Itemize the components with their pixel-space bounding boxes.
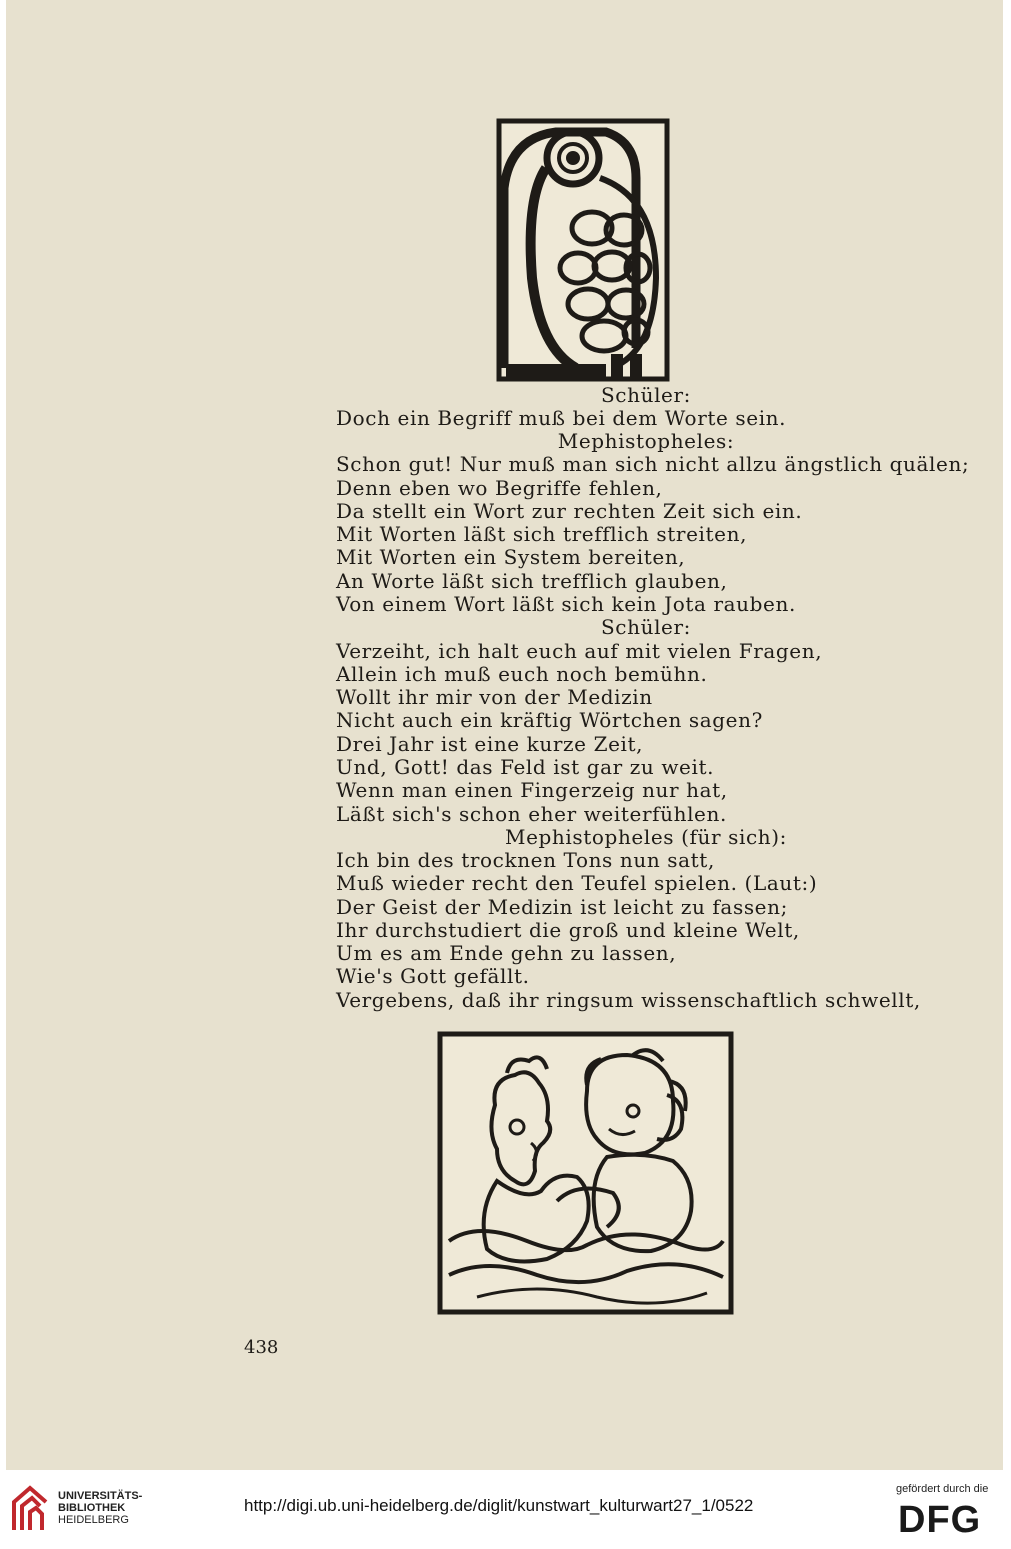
speaker-label: Schüler: [601,615,691,639]
verse-line: Nicht auch ein kräftig Wörtchen sagen? [336,708,763,732]
verse-line: Wenn man einen Fingerzeig nur hat, [336,778,728,802]
verse-line: An Worte läßt sich trefflich glauben, [336,569,728,593]
verse-line: Vergebens, daß ihr ringsum wissenschaftlich schwellt, [336,988,921,1012]
verse-line: Um es am Ende gehn zu lassen, [336,941,677,965]
scanned-page [6,0,1006,1470]
verse-line: Mit Worten läßt sich trefflich streiten, [336,522,748,546]
library-name-line: HEIDELBERG [58,1514,129,1526]
verse-line: Mit Worten ein System bereiten, [336,545,686,569]
verse-line: Ich bin des trocknen Tons nun satt, [336,848,715,872]
verse-line: Da stellt ein Wort zur rechten Zeit sich ein. [336,499,803,523]
verse-line: Von einem Wort läßt sich kein Jota rauben. [336,592,796,616]
dfg-logo-icon[interactable]: DFG [898,1499,982,1541]
verse-line: Doch ein Begriff muß bei dem Worte sein. [336,406,787,430]
page-number: 438 [244,1337,279,1358]
speaker-label: Schüler: [601,383,691,407]
verse-line: Und, Gott! das Feld ist gar zu weit. [336,755,715,779]
source-url-link[interactable]: http://digi.ub.uni-heidelberg.de/diglit/kunstwart_kulturwart27_1/0522 [244,1496,754,1515]
funder-label: gefördert durch die [896,1483,989,1495]
verse-line: Schon gut! Nur muß man sich nicht allzu ängstlich quälen; [336,452,970,476]
verse-line: Muß wieder recht den Teufel spielen. (Laut:) [336,871,818,895]
verse-line: Wie's Gott gefällt. [336,964,530,988]
speaker-label: Mephistopheles (für sich): [505,825,787,849]
verse-line: Der Geist der Medizin ist leicht zu fassen; [336,895,788,919]
verse-line: Ihr durchstudiert die groß und kleine Welt, [336,918,800,942]
verse-text [336,383,970,1024]
verse-line: Verzeiht, ich halt euch auf mit vielen Fragen, [336,639,823,663]
verse-line: Drei Jahr ist eine kurze Zeit, [336,732,644,756]
speaker-label: Mephistopheles: [557,429,735,453]
viewer-footer [0,1470,1011,1549]
verse-line: Denn eben wo Begriffe fehlen, [336,476,663,500]
library-name[interactable] [58,1490,142,1526]
couple-illustration [437,1031,734,1315]
owl-illustration [496,118,670,382]
verse-line: Wollt ihr mir von der Medizin [336,685,653,709]
library-name-line: BIBLIOTHEK [58,1502,126,1514]
verse-line: Allein ich muß euch noch bemühn. [336,662,708,686]
library-name-line: UNIVERSITÄTS- [58,1490,143,1502]
page-edge [1003,0,1011,1470]
university-library-logo-icon[interactable] [10,1484,52,1534]
verse-line: Läßt sich's schon eher weiterfühlen. [336,802,727,826]
